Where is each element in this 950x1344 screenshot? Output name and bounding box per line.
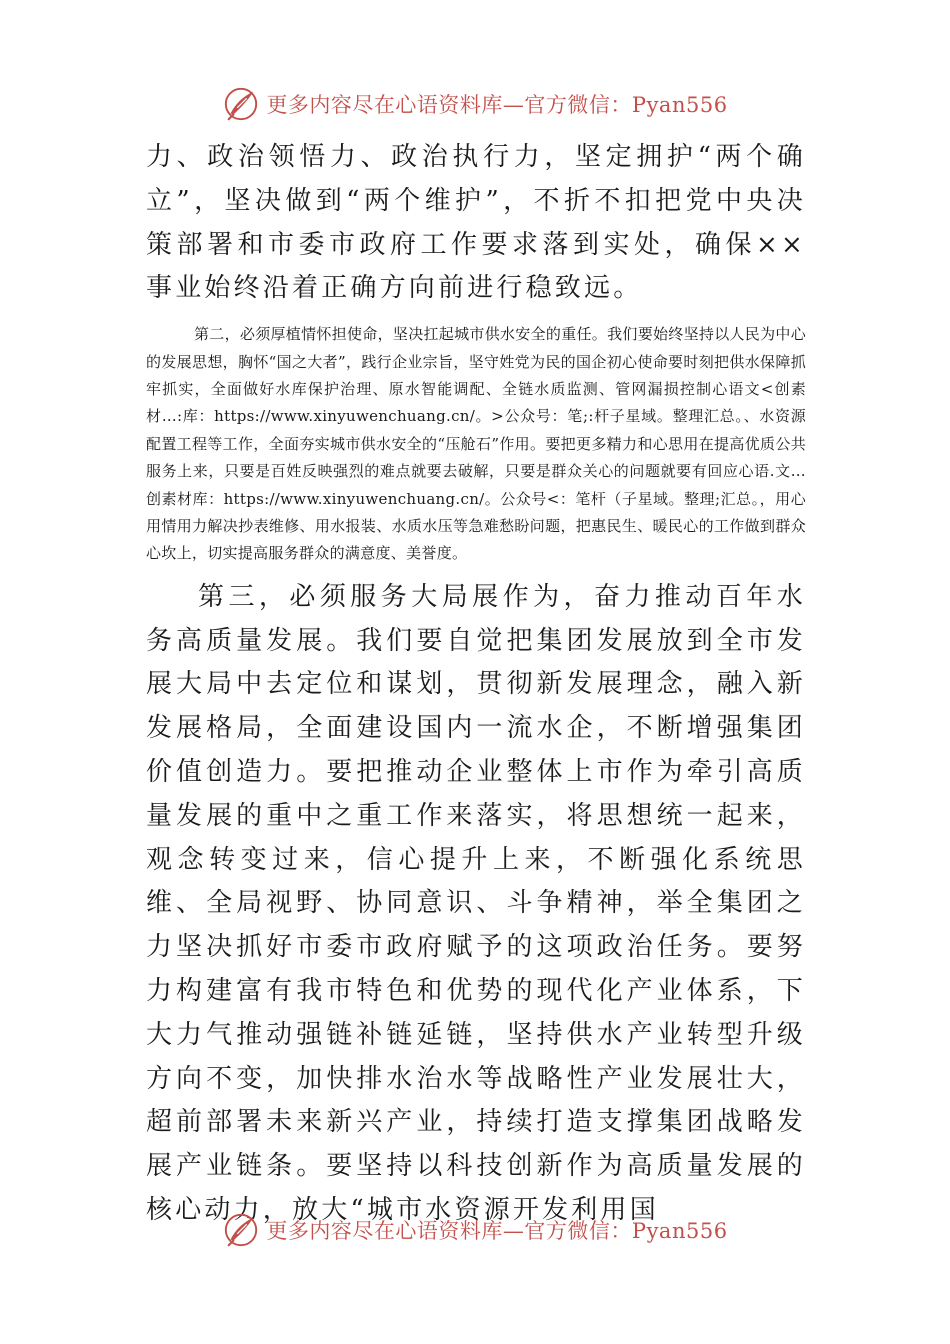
header-banner-text: 更多内容尽在心语资料库—官方微信：Pyan556 [266,93,728,117]
pen-feather-logo-icon [222,1211,260,1249]
paragraph-2: 第二，必须厚植情怀担使命，坚决扛起城市供水安全的重任。我们要始终坚持以人民为中心的发展思想，胸怀“国之大者”，践行企业宗旨，坚守姓党为民的国企初心使命要时刻把供水保障抓牢抓实，全面做好水库保护治理、原水智能调配、全链水质监测、管网漏损控制心语文<创素材…:库：https://www.xinyuwenchuang.cn/。>公众号：笔;:杆子星域。整理汇总。、水资源配置工程等工作，全面夯实城市供水安全的“压舱石”作用。要把更多精力和心思用在提高优质公共服务上来，只要是百姓反映强烈的难点就要去破解，只要是群众关心的问题就要有回应心语.文…创素材库：https://www.xinyuwenchuang.cn/。公众号<：笔杆（子星域。整理;汇总。，用心用情用力解决抄表维修、用水报装、水质水压等急难愁盼问题，把惠民生、暖民心的工作做到群众心坎上，切实提高服务群众的满意度、美誉度。 [146,325,807,563]
paragraph-1: 力、政治领悟力、政治执行力，坚定拥护“两个确立”，坚决做到“两个维护”，不折不扣把党中央决策部署和市委市政府工作要求落到实处，确保××事业始终沿着正确方向前进行稳致远。 [146,142,806,304]
header-banner [0,82,950,126]
document-body [146,136,806,1233]
paragraph-3: 第三，必须服务大局展作为，奋力推动百年水务高质量发展。我们要自觉把集团发展放到全市发展大局中去定位和谋划，贯彻新发展理念，融入新发展格局，全面建设国内一流水企，不断增强集团价值创造力。要把推动企业整体上市作为牵引高质量发展的重中之重工作来落实，将思想统一起来，观念转变过来，信心提升上来，不断强化系统思维、全局视野、协同意识、斗争精神，举全集团之力坚决抓好市委市政府赋予的这项政治任务。要努力构建富有我市特色和优势的现代化产业体系，下大力气推动强链补链延链，坚持供水产业转型升级方向不变，加快排水治水等战略性产业发展壮大，超前部署未来新兴产业，持续打造支撑集团战略发展产业链条。要坚持以科技创新作为高质量发展的核心动力，放大“城市水资源开发利用国 [146,581,806,1225]
footer-banner-text: 更多内容尽在心语资料库—官方微信：Pyan556 [266,1219,728,1243]
footer-banner [0,1208,950,1252]
pen-feather-logo-icon [222,85,260,123]
